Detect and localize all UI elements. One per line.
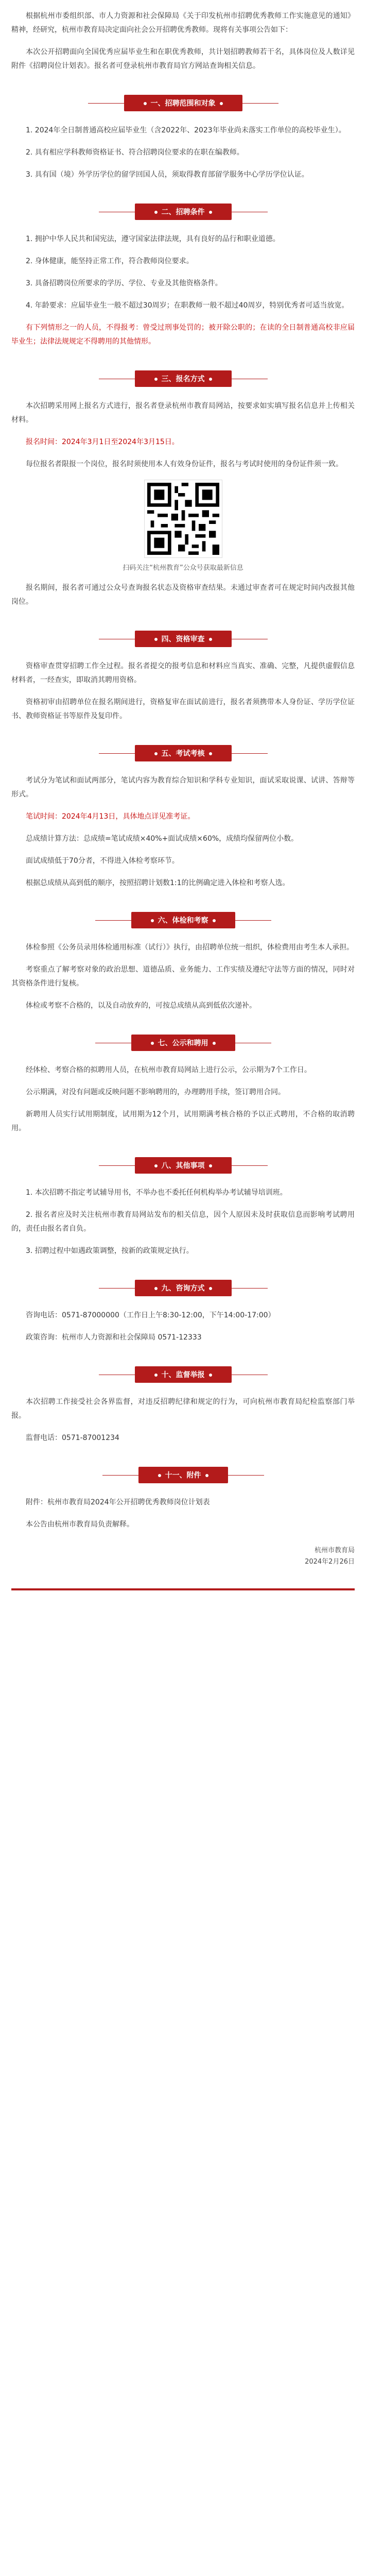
s3-registration-time: 报名时间：2024年3月1日至2024年3月15日。 (26, 438, 179, 446)
bullet-dot-icon (209, 378, 212, 381)
policy-consult: 政策咨询：杭州市人力资源和社会保障局 0571-12333 (26, 1333, 202, 1342)
bullet-dot-icon (151, 1042, 154, 1045)
section-header-1: 一、招聘范围和对象 (11, 95, 355, 111)
s1-paragraph: 1. 2024年全日制普通高校应届毕业生（含2022年、2023年毕业尚未落实工作单位的高校毕业生）。 (26, 126, 346, 134)
section-header-6: 六、体检和考察 (11, 912, 355, 928)
section-header-7: 七、公示和聘用 (11, 1035, 355, 1051)
s5-exam-time: 笔试时间：2024年4月13日，具体地点详见准考证。 (26, 812, 195, 821)
section-header-9: 九、咨询方式 (11, 1280, 355, 1296)
bullet-dot-icon (144, 102, 147, 105)
intro-paragraph-2: 本次公开招聘面向全国优秀应届毕业生和在职优秀教师，共计划招聘教师若干名，具体岗位及人数详见附件《招聘岗位计划表》。报名者可登录杭州市教育局官方网站查询相关信息。 (11, 48, 355, 70)
bullet-dot-icon (151, 919, 154, 922)
bullet-dot-icon (213, 919, 216, 922)
s6-paragraph: 体检参照《公务员录用体检通用标准（试行）》执行，由招聘单位统一组织，体检费用由考生本人承担。 (26, 943, 354, 952)
section-header-3: 三、报名方式 (11, 370, 355, 387)
s7-paragraph: 经体检、考察合格的拟聘用人员，在杭州市教育局网站上进行公示，公示期为7个工作日。 (26, 1066, 311, 1074)
bullet-dot-icon (213, 1042, 216, 1045)
s7-paragraph: 新聘用人员实行试用期制度，试用期为12个月，试用期满考核合格的予以正式聘用，不合格的取消聘用。 (11, 1110, 355, 1132)
s7-paragraph: 公示期满，对没有问题或反映问题不影响聘用的，办理聘用手续，签订聘用合同。 (26, 1088, 285, 1096)
s4-paragraph: 资格初审由招聘单位在报名期间进行，资格复审在面试前进行，报名者须携带本人身份证、学历学位证书、教师资格证书等原件及复印件。 (11, 698, 355, 720)
bullet-dot-icon (154, 211, 158, 214)
bullet-dot-icon (154, 378, 158, 381)
section-header-2: 二、招聘条件 (11, 204, 355, 220)
bullet-dot-icon (209, 1164, 212, 1167)
issue-date: 2024年2月26日 (305, 1558, 355, 1566)
s4-paragraph: 资格审查贯穿招聘工作全过程。报名者提交的报考信息和材料应当真实、准确、完整，凡提供虚假信息材料者，一经查实，即取消其聘用资格。 (11, 662, 355, 684)
bullet-dot-icon (154, 1287, 158, 1290)
s1-paragraph: 2. 具有相应学科教师资格证书、符合招聘岗位要求的在职在编教师。 (26, 148, 244, 157)
bullet-dot-icon (209, 638, 212, 641)
consult-phone: 咨询电话：0571-87000000（工作日上午8:30-12:00，下午14:00-17:00） (26, 1311, 275, 1319)
s10-paragraph: 本次招聘工作接受社会各界监督，对违反招聘纪律和规定的行为，可向杭州市教育局纪检监察部门举报。 (11, 1398, 355, 1420)
section-header-8: 八、其他事项 (11, 1157, 355, 1174)
s5-paragraph: 根据总成绩从高到低的顺序，按照招聘计划数1:1的比例确定进入体检和考察人选。 (26, 879, 290, 887)
bullet-dot-icon (154, 752, 158, 755)
bullet-dot-icon (154, 1374, 158, 1377)
s5-paragraph: 考试分为笔试和面试两部分，笔试内容为教育综合知识和学科专业知识，面试采取说课、试讲、答辩等形式。 (11, 776, 355, 799)
section-header-5: 五、考试考核 (11, 745, 355, 761)
attachment-link[interactable]: 附件：杭州市教育局2024年公开招聘优秀教师岗位计划表 (26, 1498, 210, 1506)
s3-paragraph: 每位报名者限报一个岗位，报名时须使用本人有效身份证件，报名与考试时使用的身份证件须一致。 (26, 460, 343, 468)
qr-code (144, 480, 222, 558)
intro-paragraph-1: 根据杭州市委组织部、市人力资源和社会保障局《关于印发杭州市招聘优秀教师工作实施意见的通知》精神，经研究，杭州市教育局决定面向社会公开招聘优秀教师。现将有关事项公告如下： (11, 12, 355, 34)
s5-paragraph: 面试成绩低于70分者，不得进入体检考察环节。 (26, 857, 179, 865)
bullet-dot-icon (154, 1164, 158, 1167)
s2-paragraph: 4. 年龄要求：应届毕业生一般不超过30周岁；在职教师一般不超过40周岁，特别优秀者可适当放宽。 (26, 301, 349, 310)
bullet-dot-icon (158, 1474, 161, 1477)
bullet-dot-icon (209, 211, 212, 214)
s2-paragraph: 1. 拥护中华人民共和国宪法，遵守国家法律法规，具有良好的品行和职业道德。 (26, 235, 280, 243)
issuer-unit: 杭州市教育局 (314, 1547, 355, 1554)
bullet-dot-icon (209, 752, 212, 755)
section-header-4: 四、资格审查 (11, 631, 355, 647)
s6-paragraph: 体检或考察不合格的，以及自动放弃的，可按总成绩从高到低依次递补。 (26, 1002, 256, 1010)
s3-paragraph: 本次招聘采用网上报名方式进行，报名者登录杭州市教育局网站，按要求如实填写报名信息并上传相关材料。 (11, 402, 355, 424)
s2-restriction-paragraph: 有下列情形之一的人员，不得报考：曾受过刑事处罚的；被开除公职的；在读的全日制普通高校非应届毕业生；法律法规规定不得聘用的其他情形。 (11, 324, 355, 346)
s2-paragraph: 3. 具备招聘岗位所要求的学历、学位、专业及其他资格条件。 (26, 279, 222, 287)
bullet-dot-icon (220, 102, 223, 105)
s5-paragraph: 总成绩计算方法：总成绩=笔试成绩×40%+面试成绩×60%，成绩均保留两位小数。 (26, 835, 299, 843)
bullet-dot-icon (209, 1374, 212, 1377)
s3-paragraph: 报名期间，报名者可通过公众号查询报名状态及资格审查结果。未通过审查者可在规定时间内改报其他岗位。 (11, 584, 355, 606)
bullet-dot-icon (154, 638, 158, 641)
bullet-dot-icon (209, 1287, 212, 1290)
qr-caption: 扫码关注“杭州教育”公众号获取最新信息 (123, 564, 243, 572)
supervision-phone: 监督电话：0571-87001234 (26, 1434, 119, 1442)
s8-paragraph: 2. 报名者应及时关注杭州市教育局网站发布的相关信息，因个人原因未及时获取信息而影响考试聘用的，责任由报名者自负。 (11, 1211, 355, 1233)
s1-paragraph: 3. 具有国（境）外学历学位的留学回国人员，须取得教育部留学服务中心学历学位认证。 (26, 171, 309, 179)
s6-paragraph: 考察重点了解考察对象的政治思想、道德品质、业务能力、工作实绩及遵纪守法等方面的情况，同时对其资格条件进行复核。 (11, 965, 355, 988)
s2-paragraph: 2. 身体健康，能坚持正常工作，符合教师岗位要求。 (26, 257, 194, 265)
s8-paragraph: 3. 招聘过程中如遇政策调整，按新的政策规定执行。 (26, 1247, 194, 1255)
section-header-11: 十一、附件 (11, 1467, 355, 1483)
qr-code-icon (147, 483, 219, 555)
s8-paragraph: 1. 本次招聘不指定考试辅导用书，不举办也不委托任何机构举办考试辅导培训班。 (26, 1189, 287, 1197)
footer-divider (11, 1588, 355, 1590)
s11-paragraph: 本公告由杭州市教育局负责解释。 (26, 1520, 134, 1529)
bullet-dot-icon (205, 1474, 208, 1477)
section-header-10: 十、监督举报 (11, 1366, 355, 1383)
